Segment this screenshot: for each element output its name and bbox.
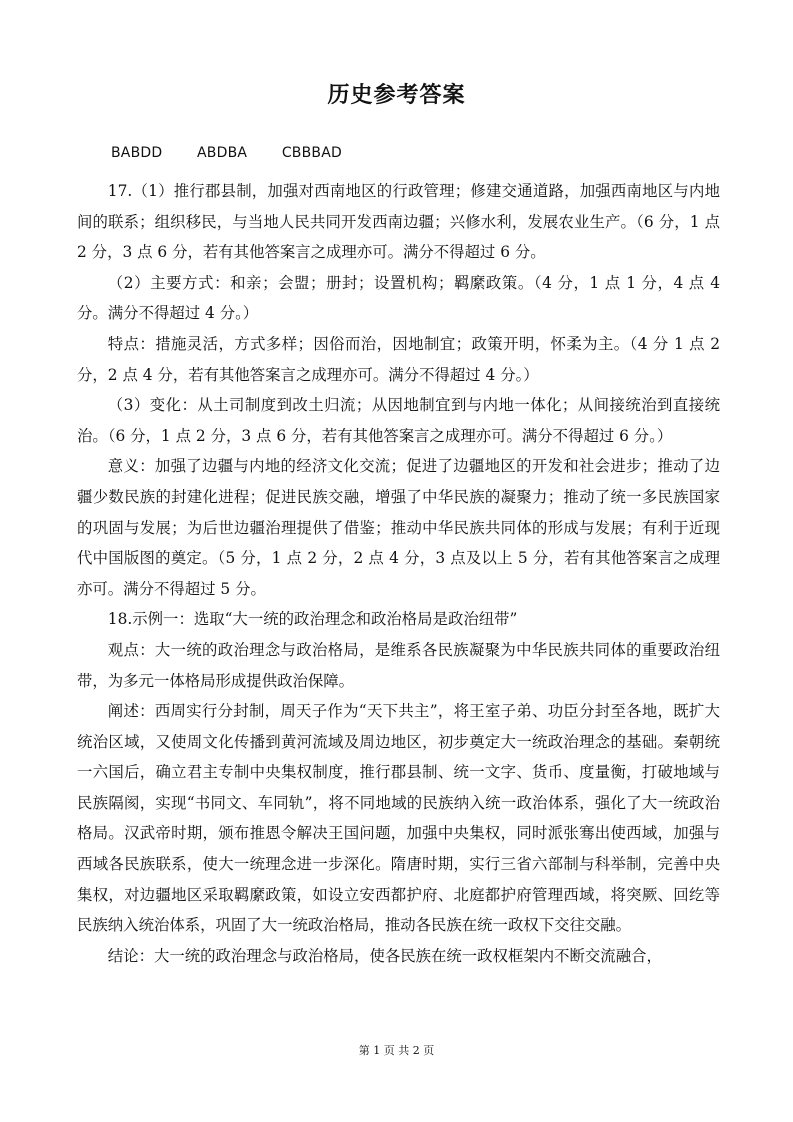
q18-example-heading: 18.示例一：选取“大一统的政治理念和政治格局是政治纽带” [107,610,518,629]
multiple-choice-answers [111,145,372,161]
q18-elaboration: 阐述：西周实行分封制，周天子作为“天下共主”，将王室子弟、功臣分封至各地，既扩大统治区域，又使周文化传播到黄河流域及周边地区，初步奠定大一统政治理念的基础。秦朝统一六国后，确立君主专制中央集权制度，推行郡县制、统一文字、货币、度量衡，打破地域与民族隔阂，实现“书同文、车同轨”，将不同地域的民族纳入统一政治体系，强化了大一统政治格局。汉武帝时期，颁布推恩令解决王国问题，加强中央集权，同时派张骞出使西域，加强与西域各民族联系，使大一统理念进一步深化。隋唐时期，实行三省六部制与科举制，完善中央集权，对边疆地区采取羁縻政策，如设立安西都护府、北庭都护府管理西域，将突厥、回纥等民族纳入统治体系，巩固了大一统政治格局，推动各民族在统一政权下交往交融。 [77,702,720,935]
q18-conclusion: 结论：大一统的政治理念与政治格局，使各民族在统一政权框架内不断交流融合， [107,946,662,965]
answer-group-2: ABDBA [197,145,248,161]
answer-group-1: BABDD [111,145,163,161]
q17-part3-significance: 意义：加强了边疆与内地的经济文化交流；促进了边疆地区的开发和社会进步；推动了边疆少数民族的封建化进程；促进民族交融，增强了中华民族的凝聚力；推动了统一多民族国家的巩固与发展；为后世边疆治理提供了借鉴；推动中华民族共同体的形成与发展；有利于近现代中国版图的奠定。（5 分，1 点 2 分，2 点 4 分，3 点及以上 5 分，若有其他答案言之成理亦可。满分不得超过 5 分。 [77,457,720,598]
q17-part2-features: 特点：措施灵活，方式多样；因俗而治，因地制宜；政策开明，怀柔为主。（4 分 1 点 2 分，2 点 4 分，若有其他答案言之成理亦可。满分不得超过 4 分。） [77,334,720,384]
q17-part3-changes: （3）变化：从土司制度到改土归流；从因地制宜到与内地一体化；从间接统治到直接统治。（6 分，1 点 2 分，3 点 6 分，若有其他答案言之成理亦可。满分不得超过 6 分。） [77,396,720,445]
q17-part2-methods: （2）主要方式：和亲；会盟；册封；设置机构；羁縻政策。（4 分，1 点 1 分，4 点 4 分。满分不得超过 4 分。） [77,273,720,323]
page-number: 第 1 页 共 2 页 [358,1044,435,1057]
q17-part1: 17.（1）推行郡县制，加强对西南地区的行政管理；修建交通道路，加强西南地区与内地间的联系；组织移民，与当地人民共同开发西南边疆；兴修水利，发展农业生产。（6 分，1 点 2 分，3 点 6 分，若有其他答案言之成理亦可。满分不得超过 6 分。 [77,182,720,262]
page-title: 历史参考答案 [327,83,466,108]
answer-group-3: CBBBAD [281,145,342,161]
answer-body [77,176,720,971]
q18-viewpoint: 观点：大一统的政治理念与政治格局，是维系各民族凝聚为中华民族共同体的重要政治纽带，为多元一体格局形成提供政治保障。 [77,640,720,690]
